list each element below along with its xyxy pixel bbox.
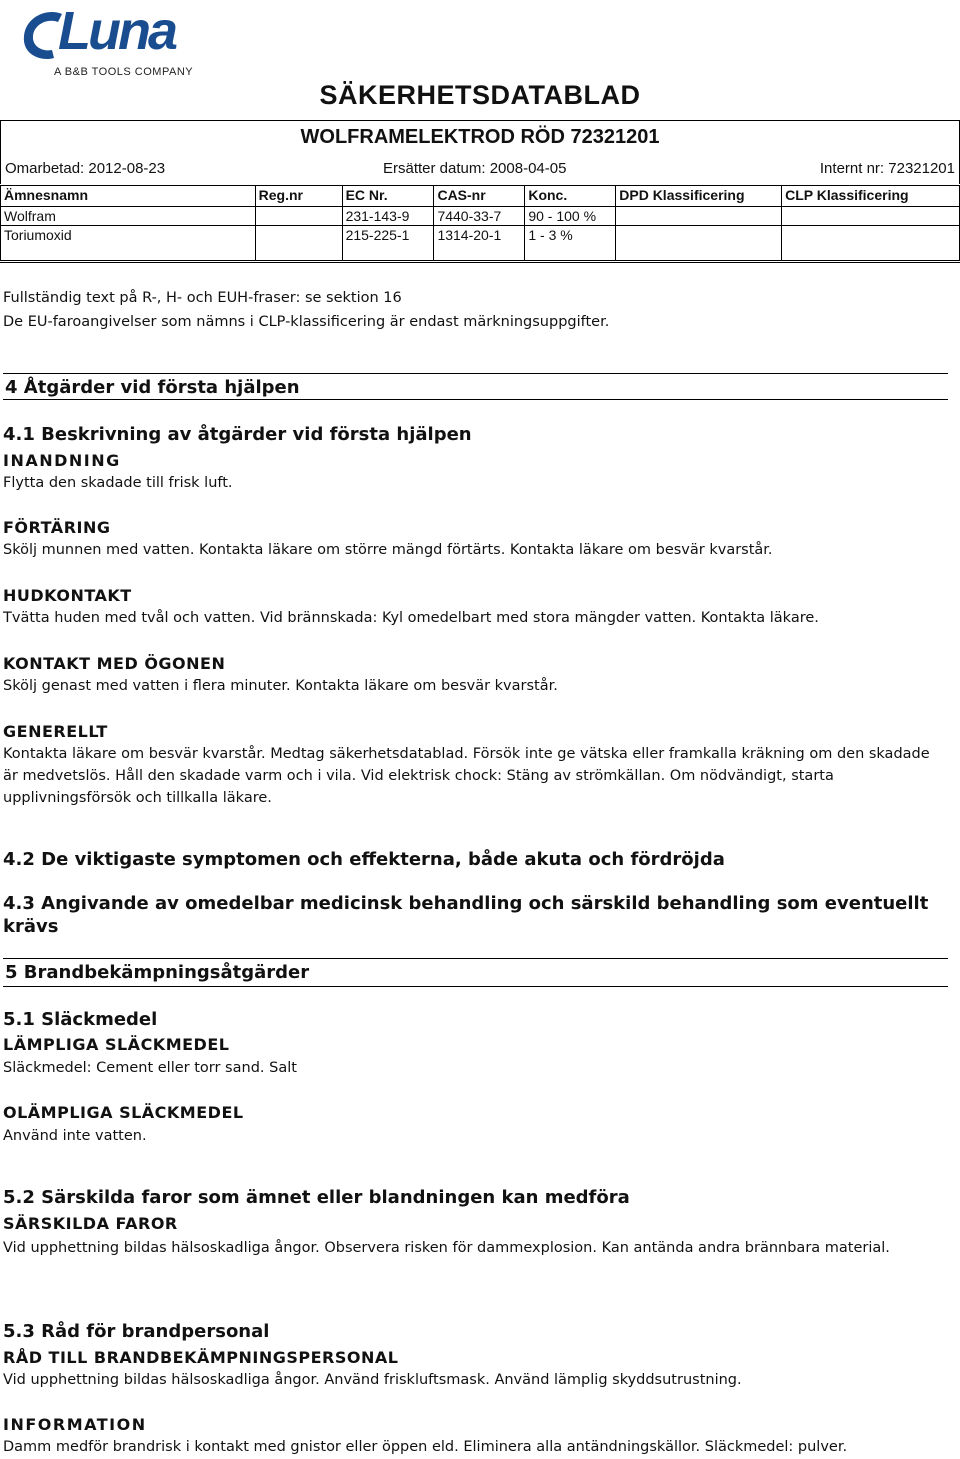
- table-cell: [255, 207, 342, 226]
- table-cell: 215-225-1: [342, 226, 434, 262]
- section-divider: [3, 958, 948, 959]
- col-header: CAS-nr: [434, 186, 525, 207]
- table-header-row: [1, 186, 960, 207]
- col-header: Konc.: [525, 186, 616, 207]
- ogon-heading: KONTAKT MED ÖGONEN: [3, 654, 226, 673]
- lampliga-text: Släckmedel: Cement eller torr sand. Salt: [3, 1060, 297, 1076]
- rad-text: Vid upphettning bildas hälsoskadliga ångor. Använd friskluftsmask. Använd lämplig skyddsutrustning.: [3, 1372, 742, 1388]
- note-eu-statements: De EU-faroangivelser som nämns i CLP-klassificering är endast märkningsuppgifter.: [3, 314, 610, 330]
- section-5-1-heading: 5.1 Släckmedel: [3, 1009, 158, 1030]
- document-title-text: SÄKERHETSDATABLAD: [319, 80, 641, 110]
- company-logo: [18, 1, 208, 82]
- col-header: Ämnesnamn: [1, 186, 256, 207]
- table-cell: 1314-20-1: [434, 226, 525, 262]
- substance-table: [0, 185, 960, 263]
- replaces-date: Ersätter datum: 2008-04-05: [383, 160, 567, 177]
- section-5-3-heading: 5.3 Råd för brandpersonal: [3, 1321, 270, 1342]
- fortaring-heading: FÖRTÄRING: [3, 518, 111, 537]
- table-cell: 1 - 3 %: [525, 226, 616, 262]
- note-full-text: Fullständig text på R-, H- och EUH-fraser: se sektion 16: [3, 290, 402, 306]
- table-cell: [255, 226, 342, 262]
- fortaring-text: Skölj munnen med vatten. Kontakta läkare om större mängd förtärts. Kontakta läkare om besvär kvarstår.: [3, 542, 773, 558]
- generellt-text: Kontakta läkare om besvär kvarstår. Medtag säkerhetsdatablad. Försök inte ge vätska eller framkalla kräkning om den skadade är medvetslös. Håll den skadade varm och i vila. Vid elektrisk chock: Stäng av strömkällan. Om nödvändigt, starta upplivningsförsök och tillkalla läkare.: [3, 746, 930, 806]
- table-cell: 7440-33-7: [434, 207, 525, 226]
- information-heading: INFORMATION: [3, 1415, 147, 1434]
- olampliga-text: Använd inte vatten.: [3, 1128, 147, 1144]
- meta-row: [0, 158, 960, 184]
- hudkontakt-heading: HUDKONTAKT: [3, 586, 132, 605]
- table-cell: [616, 226, 782, 262]
- table-cell: Wolfram: [1, 207, 256, 226]
- table-cell: [782, 207, 960, 226]
- information-text: Damm medför brandrisk i kontakt med gnistor eller öppen eld. Eliminera alla antändningskällor. Släckmedel: pulver.: [3, 1439, 848, 1455]
- table-cell: [782, 226, 960, 262]
- ogon-text: Skölj genast med vatten i flera minuter. Kontakta läkare om besvär kvarstår.: [3, 678, 558, 694]
- table-row: [1, 226, 960, 262]
- inandning-heading: INANDNING: [3, 451, 121, 470]
- generellt-heading: GENERELLT: [3, 722, 108, 741]
- logo-tagline: A B&B TOOLS COMPANY: [54, 66, 194, 78]
- section-5-2-heading: 5.2 Särskilda faror som ämnet eller blandningen kan medföra: [3, 1187, 630, 1208]
- col-header: Reg.nr: [255, 186, 342, 207]
- table-cell: 90 - 100 %: [525, 207, 616, 226]
- document-title: [0, 80, 960, 111]
- col-header: DPD Klassificering: [616, 186, 782, 207]
- rad-heading: RÅD TILL BRANDBEKÄMPNINGSPERSONAL: [3, 1348, 399, 1367]
- section-divider: [3, 373, 948, 374]
- olampliga-heading: OLÄMPLIGA SLÄCKMEDEL: [3, 1103, 244, 1122]
- section-4-title: 4 Åtgärder vid första hjälpen: [5, 377, 300, 398]
- table-cell: Toriumoxid: [1, 226, 256, 262]
- sarskilda-heading: SÄRSKILDA FAROR: [3, 1214, 178, 1233]
- lampliga-heading: LÄMPLIGA SLÄCKMEDEL: [3, 1035, 230, 1054]
- table-row: [1, 207, 960, 226]
- section-4-3-heading: 4.3 Angivande av omedelbar medicinsk behandling och särskild behandling som eventuellt krävs: [3, 893, 929, 937]
- table-cell: 231-143-9: [342, 207, 434, 226]
- table-cell: [616, 207, 782, 226]
- hudkontakt-text: Tvätta huden med tvål och vatten. Vid brännskada: Kyl omedelbart med stora mängder vatten. Kontakta läkare.: [3, 610, 819, 626]
- section-4-1-heading: 4.1 Beskrivning av åtgärder vid första hjälpen: [3, 424, 472, 445]
- internal-number: Internt nr: 72321201: [819, 160, 955, 177]
- revised-date: Omarbetad: 2012-08-23: [5, 160, 166, 177]
- section-divider: [3, 399, 948, 400]
- product-name: WOLFRAMELEKTROD RÖD 72321201: [300, 126, 660, 148]
- section-divider: [3, 986, 948, 987]
- section-5-title: 5 Brandbekämpningsåtgärder: [5, 962, 310, 983]
- section-4-2-heading: 4.2 De viktigaste symptomen och effekterna, både akuta och fördröjda: [3, 849, 725, 870]
- col-header: EC Nr.: [342, 186, 434, 207]
- logo-wordmark: Luna: [58, 1, 175, 61]
- sarskilda-text: Vid upphettning bildas hälsoskadliga ångor. Observera risken för dammexplosion. Kan antända andra brännbara material.: [3, 1240, 890, 1256]
- inandning-text: Flytta den skadade till frisk luft.: [3, 475, 233, 491]
- col-header: CLP Klassificering: [782, 186, 960, 207]
